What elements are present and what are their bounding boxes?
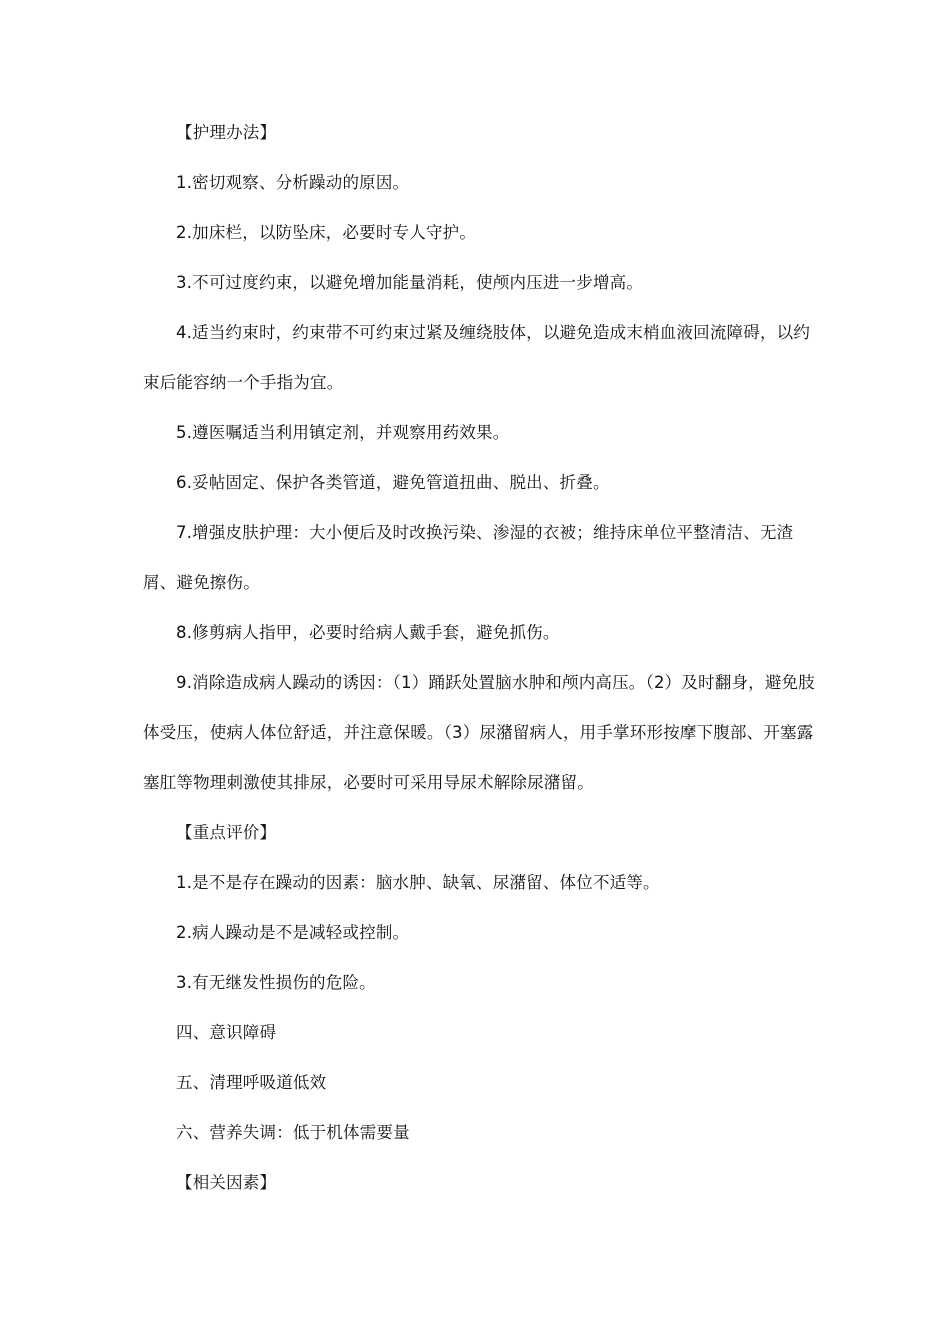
section-heading-key-evaluation: 【重点评价】 (176, 823, 277, 842)
section-heading-nursing-methods: 【护理办法】 (176, 123, 277, 142)
document-body (143, 108, 815, 1208)
evaluation-item-3: 3.有无继发性损伤的危险。 (176, 973, 376, 992)
evaluation-item-2: 2.病人躁动是不是减轻或控制。 (176, 923, 410, 942)
section-heading-nutrition-imbalance: 六、营养失调：低于机体需要量 (176, 1123, 410, 1142)
evaluation-item-1: 1.是不是存在躁动的因素：脑水肿、缺氧、尿潴留、体位不适等。 (176, 873, 660, 892)
paragraph-item-4: 4.适当约束时，约束带不可约束过紧及缠绕肢体，以避免造成末梢血液回流障碍，以约束后能容纳一个手指为宜。 (143, 323, 811, 392)
paragraph-item-9: 9.消除造成病人躁动的诱因：（1）踊跃处置脑水肿和颅内高压。（2）及时翻身，避免肢体受压，使病人体位舒适，并注意保暖。（3）尿潴留病人，用手掌环形按摩下腹部、开塞露塞肛等物理刺激使其排尿，必要时可采用导尿术解除尿潴留。 (143, 673, 815, 792)
section-heading-airway-clearance: 五、清理呼吸道低效 (176, 1073, 327, 1092)
paragraph-item-5: 5.遵医嘱适当利用镇定剂，并观察用药效果。 (176, 423, 510, 442)
section-heading-related-factors: 【相关因素】 (176, 1173, 277, 1192)
section-heading-consciousness-disorder: 四、意识障碍 (176, 1023, 277, 1042)
paragraph-item-7: 7.增强皮肤护理：大小便后及时改换污染、渗湿的衣被；维持床单位平整清洁、无渣屑、避免擦伤。 (143, 523, 794, 592)
paragraph-item-2: 2.加床栏，以防坠床，必要时专人守护。 (176, 223, 477, 242)
paragraph-item-1: 1.密切观察、分析躁动的原因。 (176, 173, 410, 192)
paragraph-item-3: 3.不可过度约束，以避免增加能量消耗，使颅内压进一步增高。 (176, 273, 644, 292)
paragraph-item-6: 6.妥帖固定、保护各类管道，避免管道扭曲、脱出、折叠。 (176, 473, 610, 492)
paragraph-item-8: 8.修剪病人指甲，必要时给病人戴手套，避免抓伤。 (176, 623, 560, 642)
